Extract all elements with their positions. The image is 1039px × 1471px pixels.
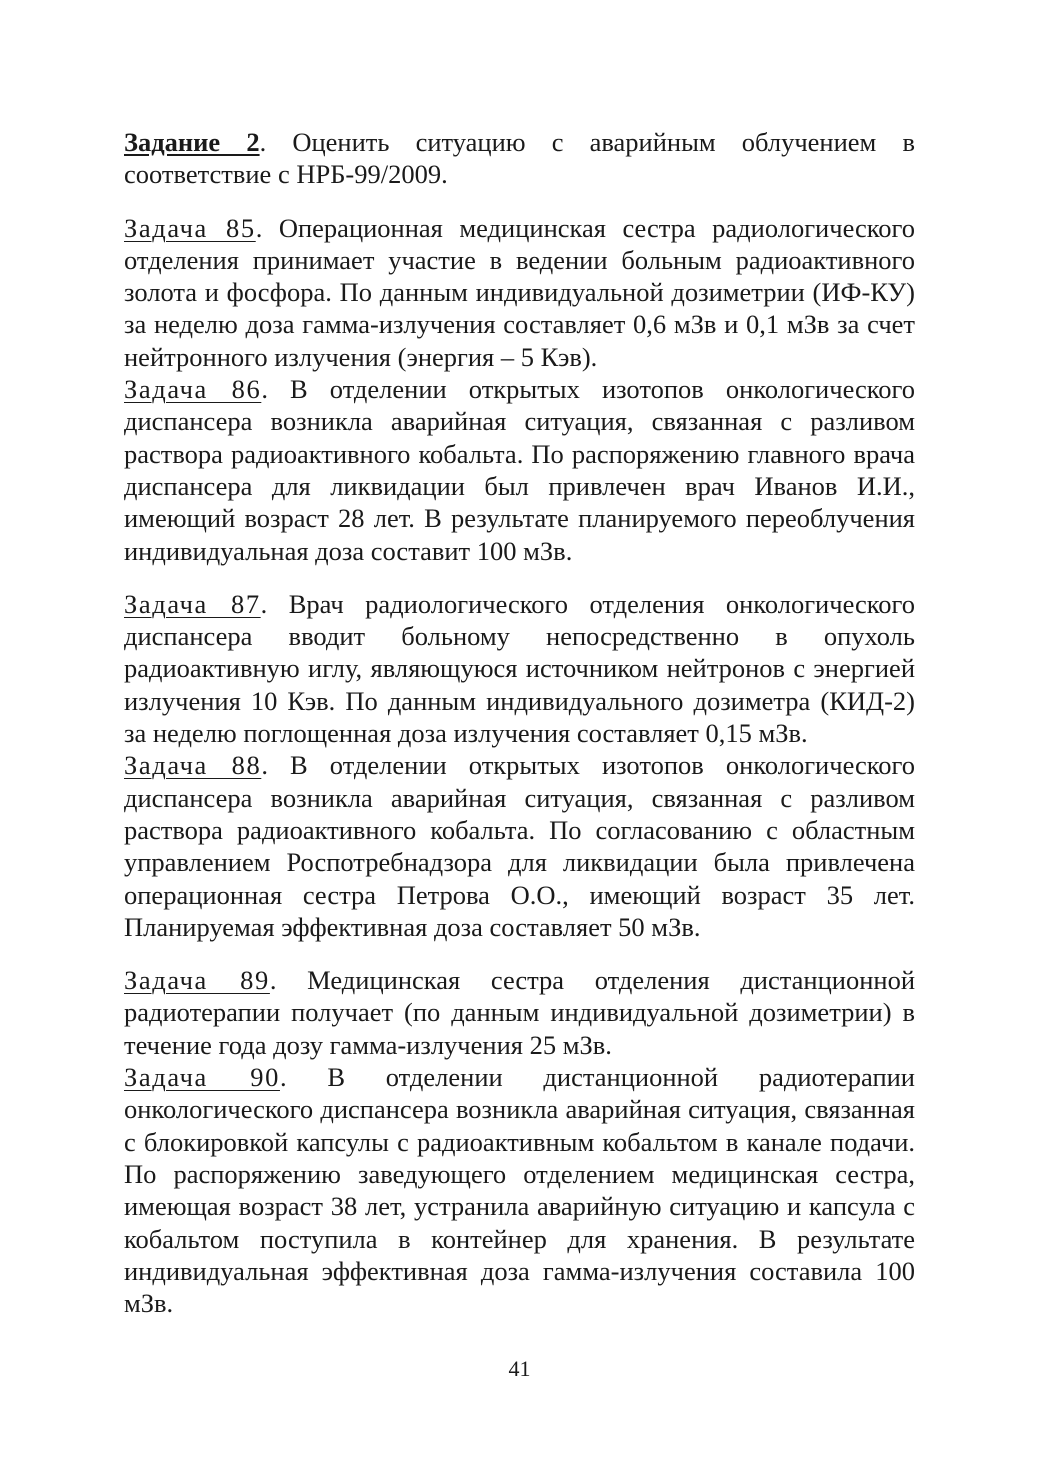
task-85 [124, 212, 915, 373]
assignment-text: . Оценить ситуацию с аварийным облучением в соответствие с НРБ-99/2009. [124, 127, 915, 190]
task-87 [124, 588, 915, 749]
task-text: . В отделении дистанционной радиотерапии онкологического диспансера возникла аварийная ситуация, связанная с блокировкой капсулы с радиоактивным кобальтом в канале подачи. По распоряжению заведующего отделением медицинская сестра, имеющая возраст 38 лет, устранила аварийную ситуацию и капсула с кобальтом поступила в контейнер для хранения. В результате индивидуальная эффективная доза гамма-излучения составила 100 мЗв. [124, 1062, 915, 1319]
page-number: 41 [508, 1356, 531, 1381]
task-text: . Медицинская сестра отделения дистанционной радиотерапии получает (по данным индивидуальной дозиметрии) в течение года дозу гамма-излучения 25 мЗв. [124, 965, 915, 1060]
task-text: . В отделении открытых изотопов онкологического диспансера возникла аварийная ситуация, связанная с разливом раствора радиоактивного кобальта. По согласованию с областным управлением Роспотребнадзора для ликвидации была привлечена операционная сестра Петрова О.О., имеющий возраст 35 лет. Планируемая эффективная доза составляет 50 мЗв. [124, 750, 915, 942]
page-content [124, 126, 915, 1319]
task-text: . Операционная медицинская сестра радиологического отделения принимает участие в ведении больным радиоактивного золота и фосфора. По данным индивидуальной дозиметрии (ИФ-КУ) за неделю доза гамма-излучения составляет 0,6 мЗв и 0,1 мЗв за счет нейтронного излучения (энергия – 5 Кэв). [124, 212, 915, 372]
task-text: . Врач радиологического отделения онкологического диспансера вводит больному непосредственно в опухоль радиоактивную иглу, являющуюся источником нейтронов с энергией излучения 10 Кэв. По данным индивидуального дозиметра (КИД-2) за неделю поглощенная доза излучения составляет 0,15 мЗв. [124, 588, 915, 749]
task-89 [124, 964, 915, 1061]
task-88 [124, 749, 915, 943]
task-86 [124, 373, 915, 567]
task-label: Задача 88 [124, 750, 262, 781]
task-label: Задача 85 [124, 212, 256, 243]
task-text: . В отделении открытых изотопов онкологического диспансера возникла аварийная ситуация, связанная с разливом раствора радиоактивного кобальта. По распоряжению главного врача диспансера для ликвидации был привлечен врач Иванов И.И., имеющий возраст 28 лет. В результате планируемого переоблучения индивидуальная доза составит 100 мЗв. [124, 374, 915, 566]
task-label: Задача 89 [124, 965, 270, 996]
task-label: Задача 90 [124, 1062, 280, 1093]
assignment-label: Задание 2 [124, 127, 260, 157]
task-label: Задача 87 [124, 588, 261, 619]
assignment-heading [124, 126, 915, 191]
task-label: Задача 86 [124, 374, 262, 405]
task-90 [124, 1061, 915, 1319]
